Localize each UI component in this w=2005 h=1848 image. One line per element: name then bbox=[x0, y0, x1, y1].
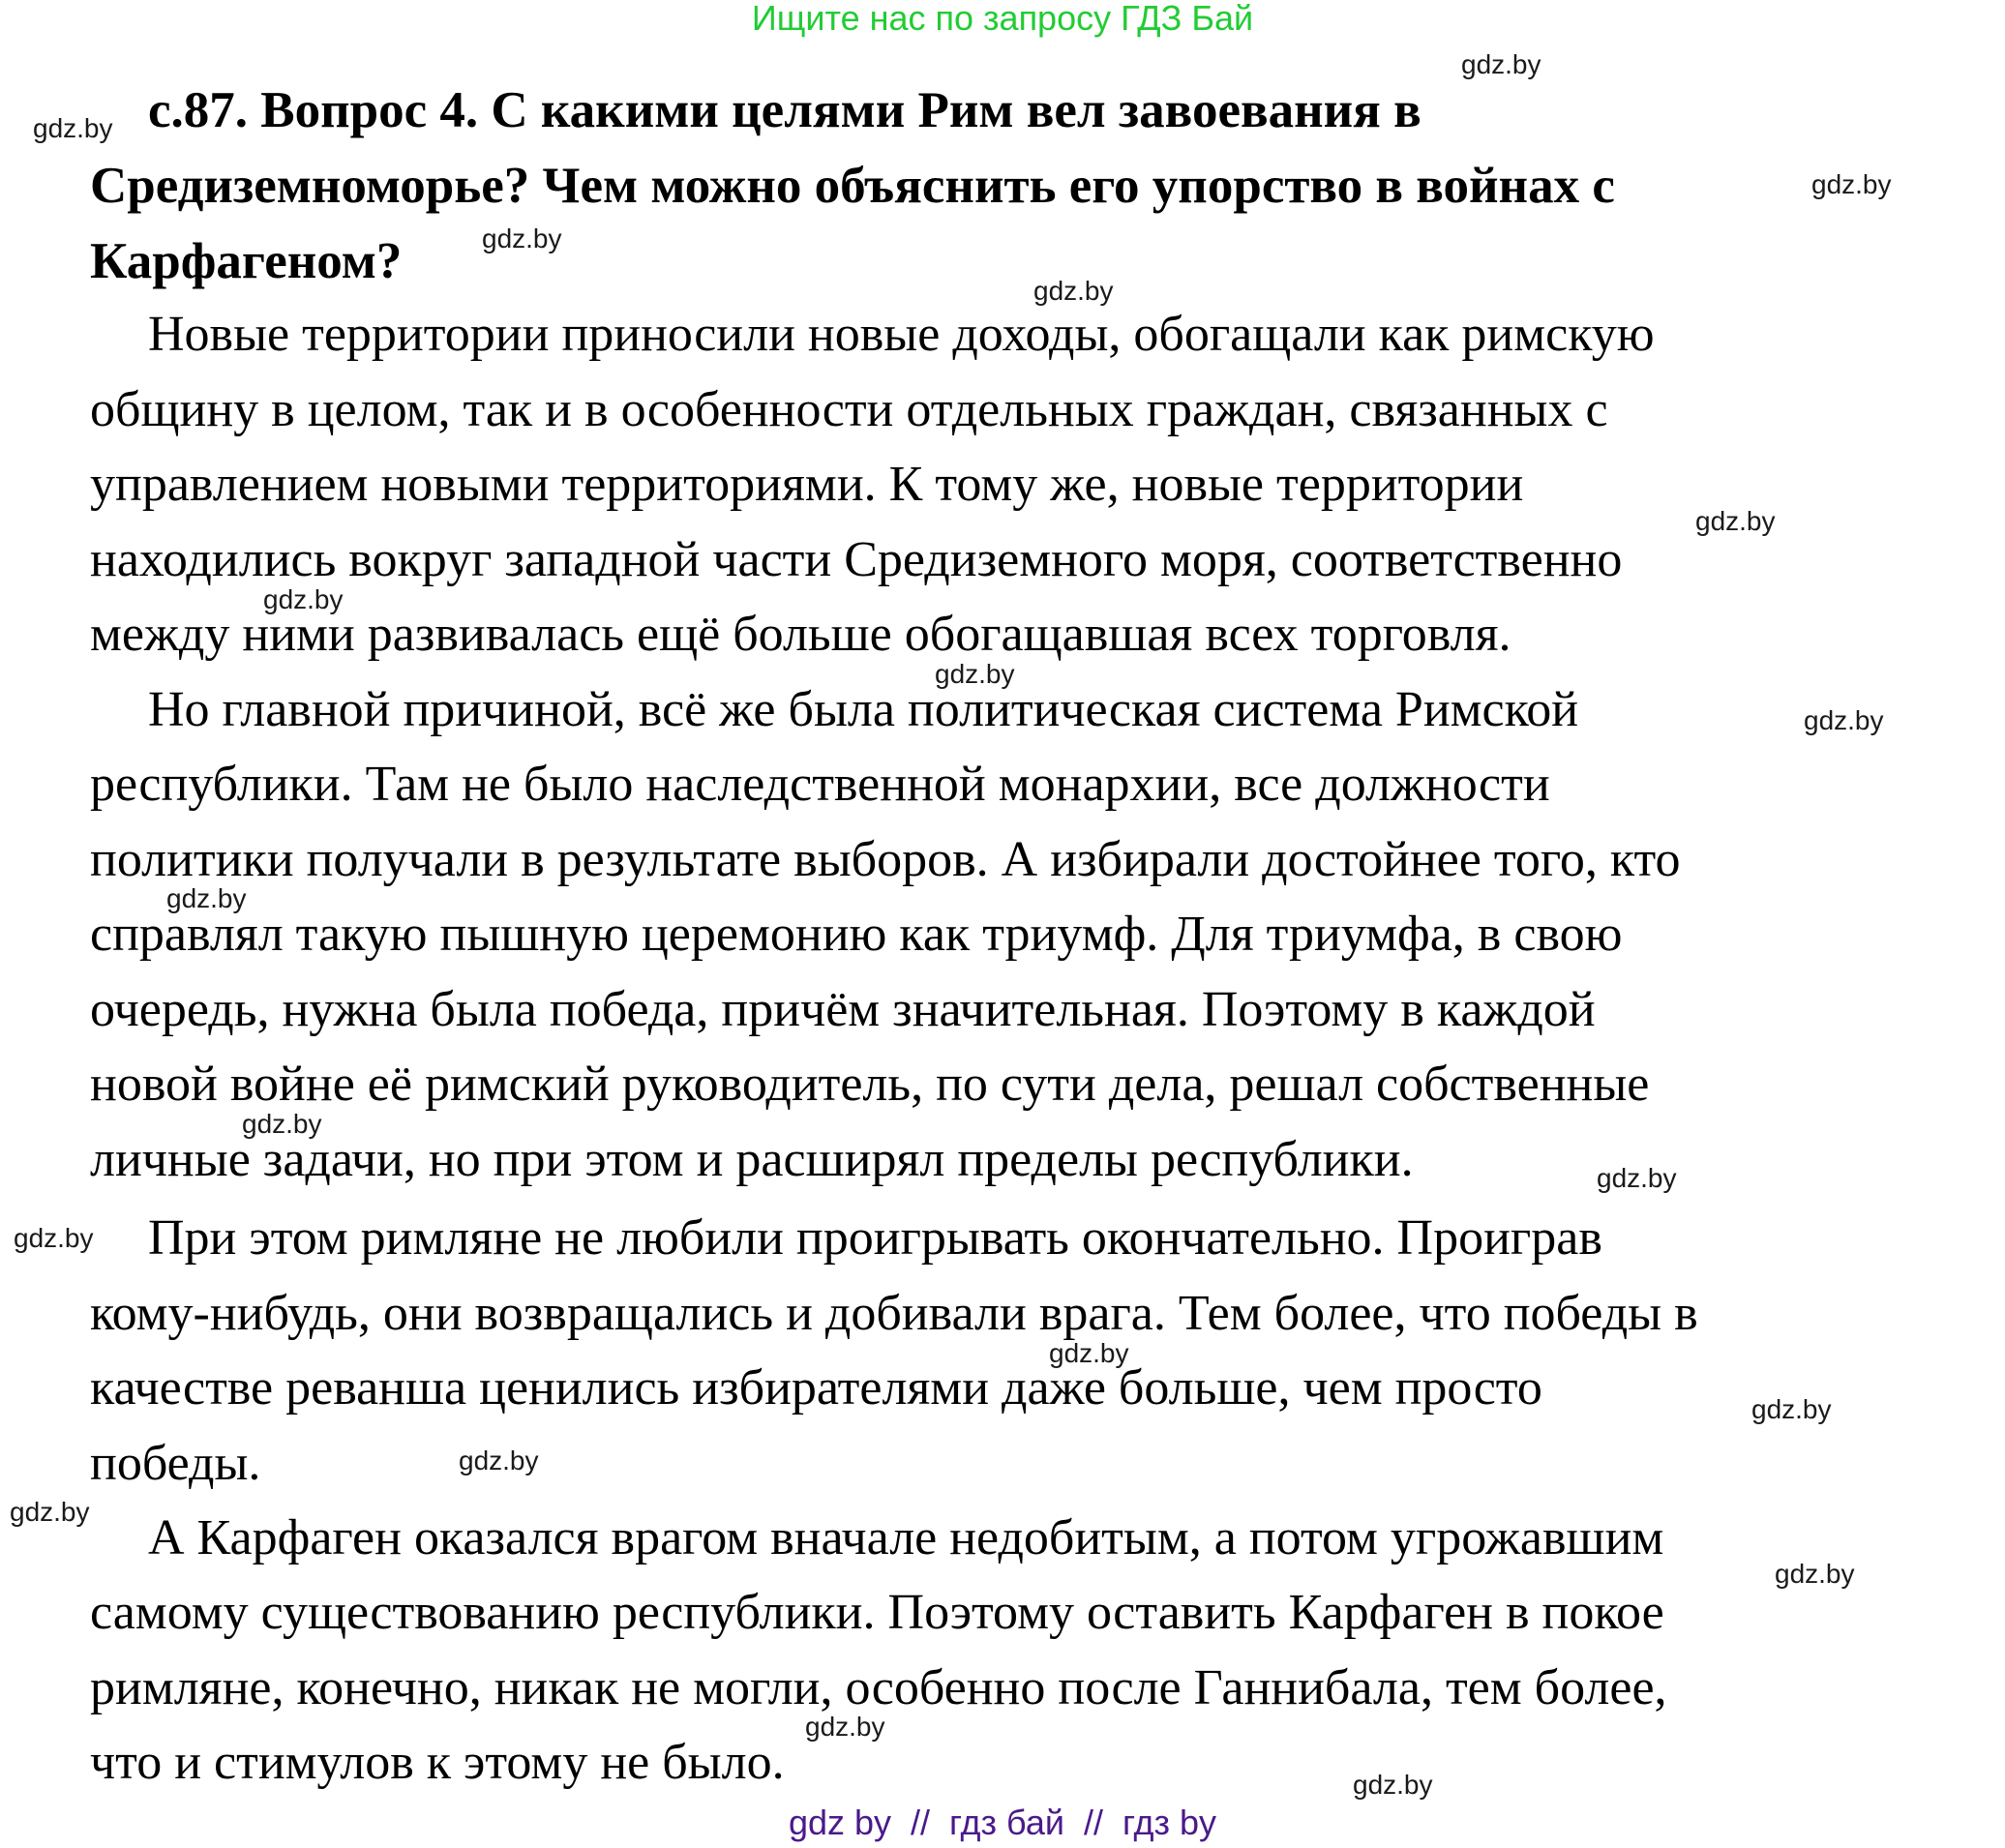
search-promo-banner: Ищите нас по запросу ГДЗ Бай bbox=[751, 0, 1254, 38]
watermark: gdz.by bbox=[459, 1446, 539, 1475]
body-line: общину в целом, так и в особенности отдельных граждан, связанных с bbox=[90, 382, 1608, 437]
watermark: gdz.by bbox=[1049, 1338, 1129, 1368]
watermark: gdz.by bbox=[166, 883, 247, 913]
body-line: что и стимулов к этому не было. bbox=[90, 1735, 785, 1790]
body-line: При этом римляне не любили проигрывать окончательно. Проиграв bbox=[148, 1210, 1602, 1266]
watermark: gdz.by bbox=[1811, 169, 1892, 199]
heading-line: Карфагеном? bbox=[90, 233, 403, 289]
body-line: новой войне её римский руководитель, по сути дела, решал собственные bbox=[90, 1057, 1650, 1112]
watermark: gdz.by bbox=[1804, 705, 1884, 735]
watermark: gdz.by bbox=[482, 224, 562, 253]
body-line: кому-нибудь, они возвращались и добивали врага. Тем более, что победы в bbox=[90, 1286, 1698, 1341]
footer-links: gdz by // гдз бай // гдз by bbox=[788, 1803, 1217, 1842]
body-line: победы. bbox=[90, 1436, 261, 1491]
heading-line: Средиземноморье? Чем можно объяснить его упорство в войнах с bbox=[90, 158, 1615, 214]
watermark: gdz.by bbox=[1775, 1559, 1855, 1589]
body-line: республики. Там не было наследственной монархии, все должности bbox=[90, 757, 1550, 812]
body-line: Новые территории приносили новые доходы, обогащали как римскую bbox=[148, 307, 1655, 362]
watermark: gdz.by bbox=[1597, 1163, 1677, 1193]
watermark: gdz.by bbox=[1695, 506, 1776, 536]
body-line: очередь, нужна была победа, причём значительная. Поэтому в каждой bbox=[90, 982, 1596, 1037]
watermark: gdz.by bbox=[1461, 49, 1541, 79]
watermark: gdz.by bbox=[242, 1109, 322, 1139]
body-line: А Карфаген оказался врагом вначале недобитым, а потом угрожавшим bbox=[148, 1510, 1664, 1565]
body-line: политики получали в результате выборов. А избирали достойнее того, кто bbox=[90, 832, 1681, 887]
body-line: самому существованию республики. Поэтому оставить Карфаген в покое bbox=[90, 1585, 1664, 1640]
body-line: между ними развивалась ещё больше обогащавшая всех торговля. bbox=[90, 607, 1511, 662]
body-line: находились вокруг западной части Средиземного моря, соответственно bbox=[90, 532, 1623, 587]
body-line: Но главной причиной, всё же была политическая система Римской bbox=[148, 682, 1579, 737]
watermark: gdz.by bbox=[263, 584, 344, 614]
watermark: gdz.by bbox=[1353, 1770, 1433, 1800]
heading-line: с.87. Вопрос 4. С какими целями Рим вел завоевания в bbox=[148, 82, 1421, 138]
watermark: gdz.by bbox=[935, 659, 1015, 689]
watermark: gdz.by bbox=[805, 1712, 885, 1742]
body-line: управлением новыми территориями. К тому же, новые территории bbox=[90, 457, 1524, 512]
body-line: личные задачи, но при этом и расширял пределы республики. bbox=[90, 1132, 1414, 1187]
watermark: gdz.by bbox=[10, 1497, 90, 1527]
watermark: gdz.by bbox=[1751, 1394, 1832, 1424]
body-line: качестве реванша ценились избирателями даже больше, чем просто bbox=[90, 1360, 1542, 1416]
watermark: gdz.by bbox=[14, 1223, 94, 1253]
body-line: справлял такую пышную церемонию как триумф. Для триумфа, в свою bbox=[90, 907, 1623, 962]
watermark: gdz.by bbox=[33, 113, 113, 143]
body-line: римляне, конечно, никак не могли, особенно после Ганнибала, тем более, bbox=[90, 1660, 1667, 1715]
watermark: gdz.by bbox=[1033, 276, 1114, 306]
